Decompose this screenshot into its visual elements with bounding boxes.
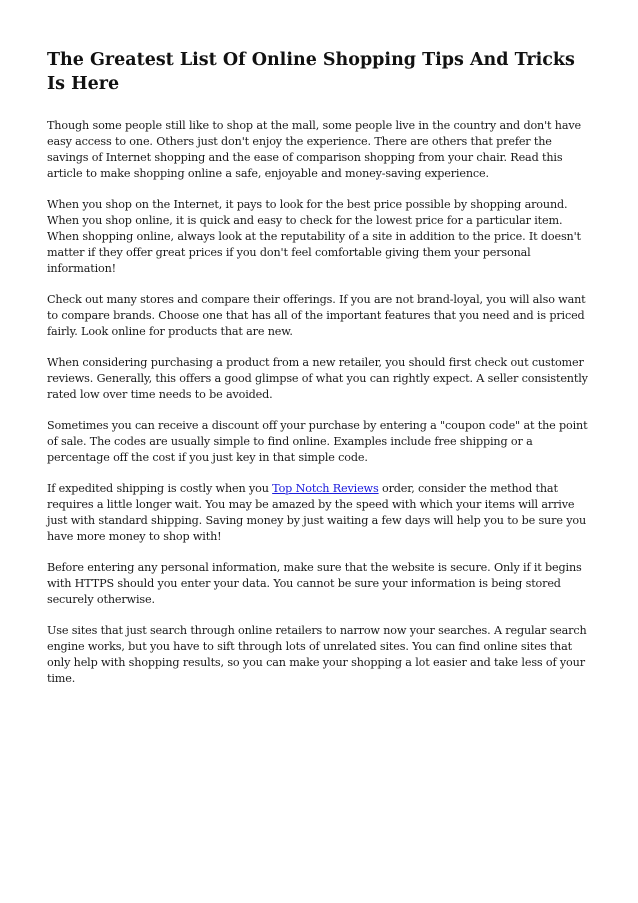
paragraph-coupon-code: Sometimes you can receive a discount off your purchase by entering a "coupon code" at the point of sale. The codes are usually simple to find online. Examples include free shipping or a percentage off the cost if you just key in that simple code.: [47, 419, 588, 464]
paragraph-customer-reviews: When considering purchasing a product from a new retailer, you should first check out customer reviews. Generally, this offers a good glimpse of what you can rightly expect. A seller consistently rated low over time needs to be avoided.: [47, 356, 588, 401]
document-page: [47, 48, 593, 702]
paragraph-intro: Though some people still like to shop at the mall, some people live in the country and don't have easy access to one. Others just don't enjoy the experience. There are others that prefer the savings of Internet shopping and the ease of comparison shopping from your chair. Read this article to make shopping online a safe, enjoyable and money-saving experience.: [47, 119, 581, 180]
page-title: The Greatest List Of Online Shopping Tips And Tricks Is Here: [47, 50, 575, 94]
paragraph-shipping-text-after: order, consider the method that requires a little longer wait. You may be amazed by the speed with which your items will arrive just with standard shipping. Saving money by just waiting a few days will help you to be sure you have more money to shop with!: [47, 482, 587, 543]
paragraph-price-comparison: When you shop on the Internet, it pays to look for the best price possible by shopping around. When you shop online, it is quick and easy to check for the lowest price for a particular item. When shopping online, always look at the reputability of a site in addition to the price. It doesn't matter if they offer great prices if you don't feel comfortable giving them your personal information!: [47, 198, 581, 275]
top-notch-reviews-link[interactable]: Top Notch Reviews: [272, 482, 379, 495]
paragraph-shipping-text-before: If expedited shipping is costly when you: [47, 482, 273, 495]
paragraph-compare-stores: Check out many stores and compare their offerings. If you are not brand-loyal, you will also want to compare brands. Choose one that has all of the important features that you need and is priced fairly. Look online for products that are new.: [47, 293, 586, 338]
paragraph-shipping: [47, 481, 593, 545]
paragraph-search-sites: Use sites that just search through online retailers to narrow now your searches. A regular search engine works, but you have to sift through lots of unrelated sites. You can find online sites that only help with shopping results, so you can make your shopping a lot easier and take less of your time.: [47, 624, 587, 685]
paragraph-secure-website: Before entering any personal information, make sure that the website is secure. Only if it begins with HTTPS should you enter your data. You cannot be sure your information is being stored securely otherwise.: [47, 561, 582, 606]
